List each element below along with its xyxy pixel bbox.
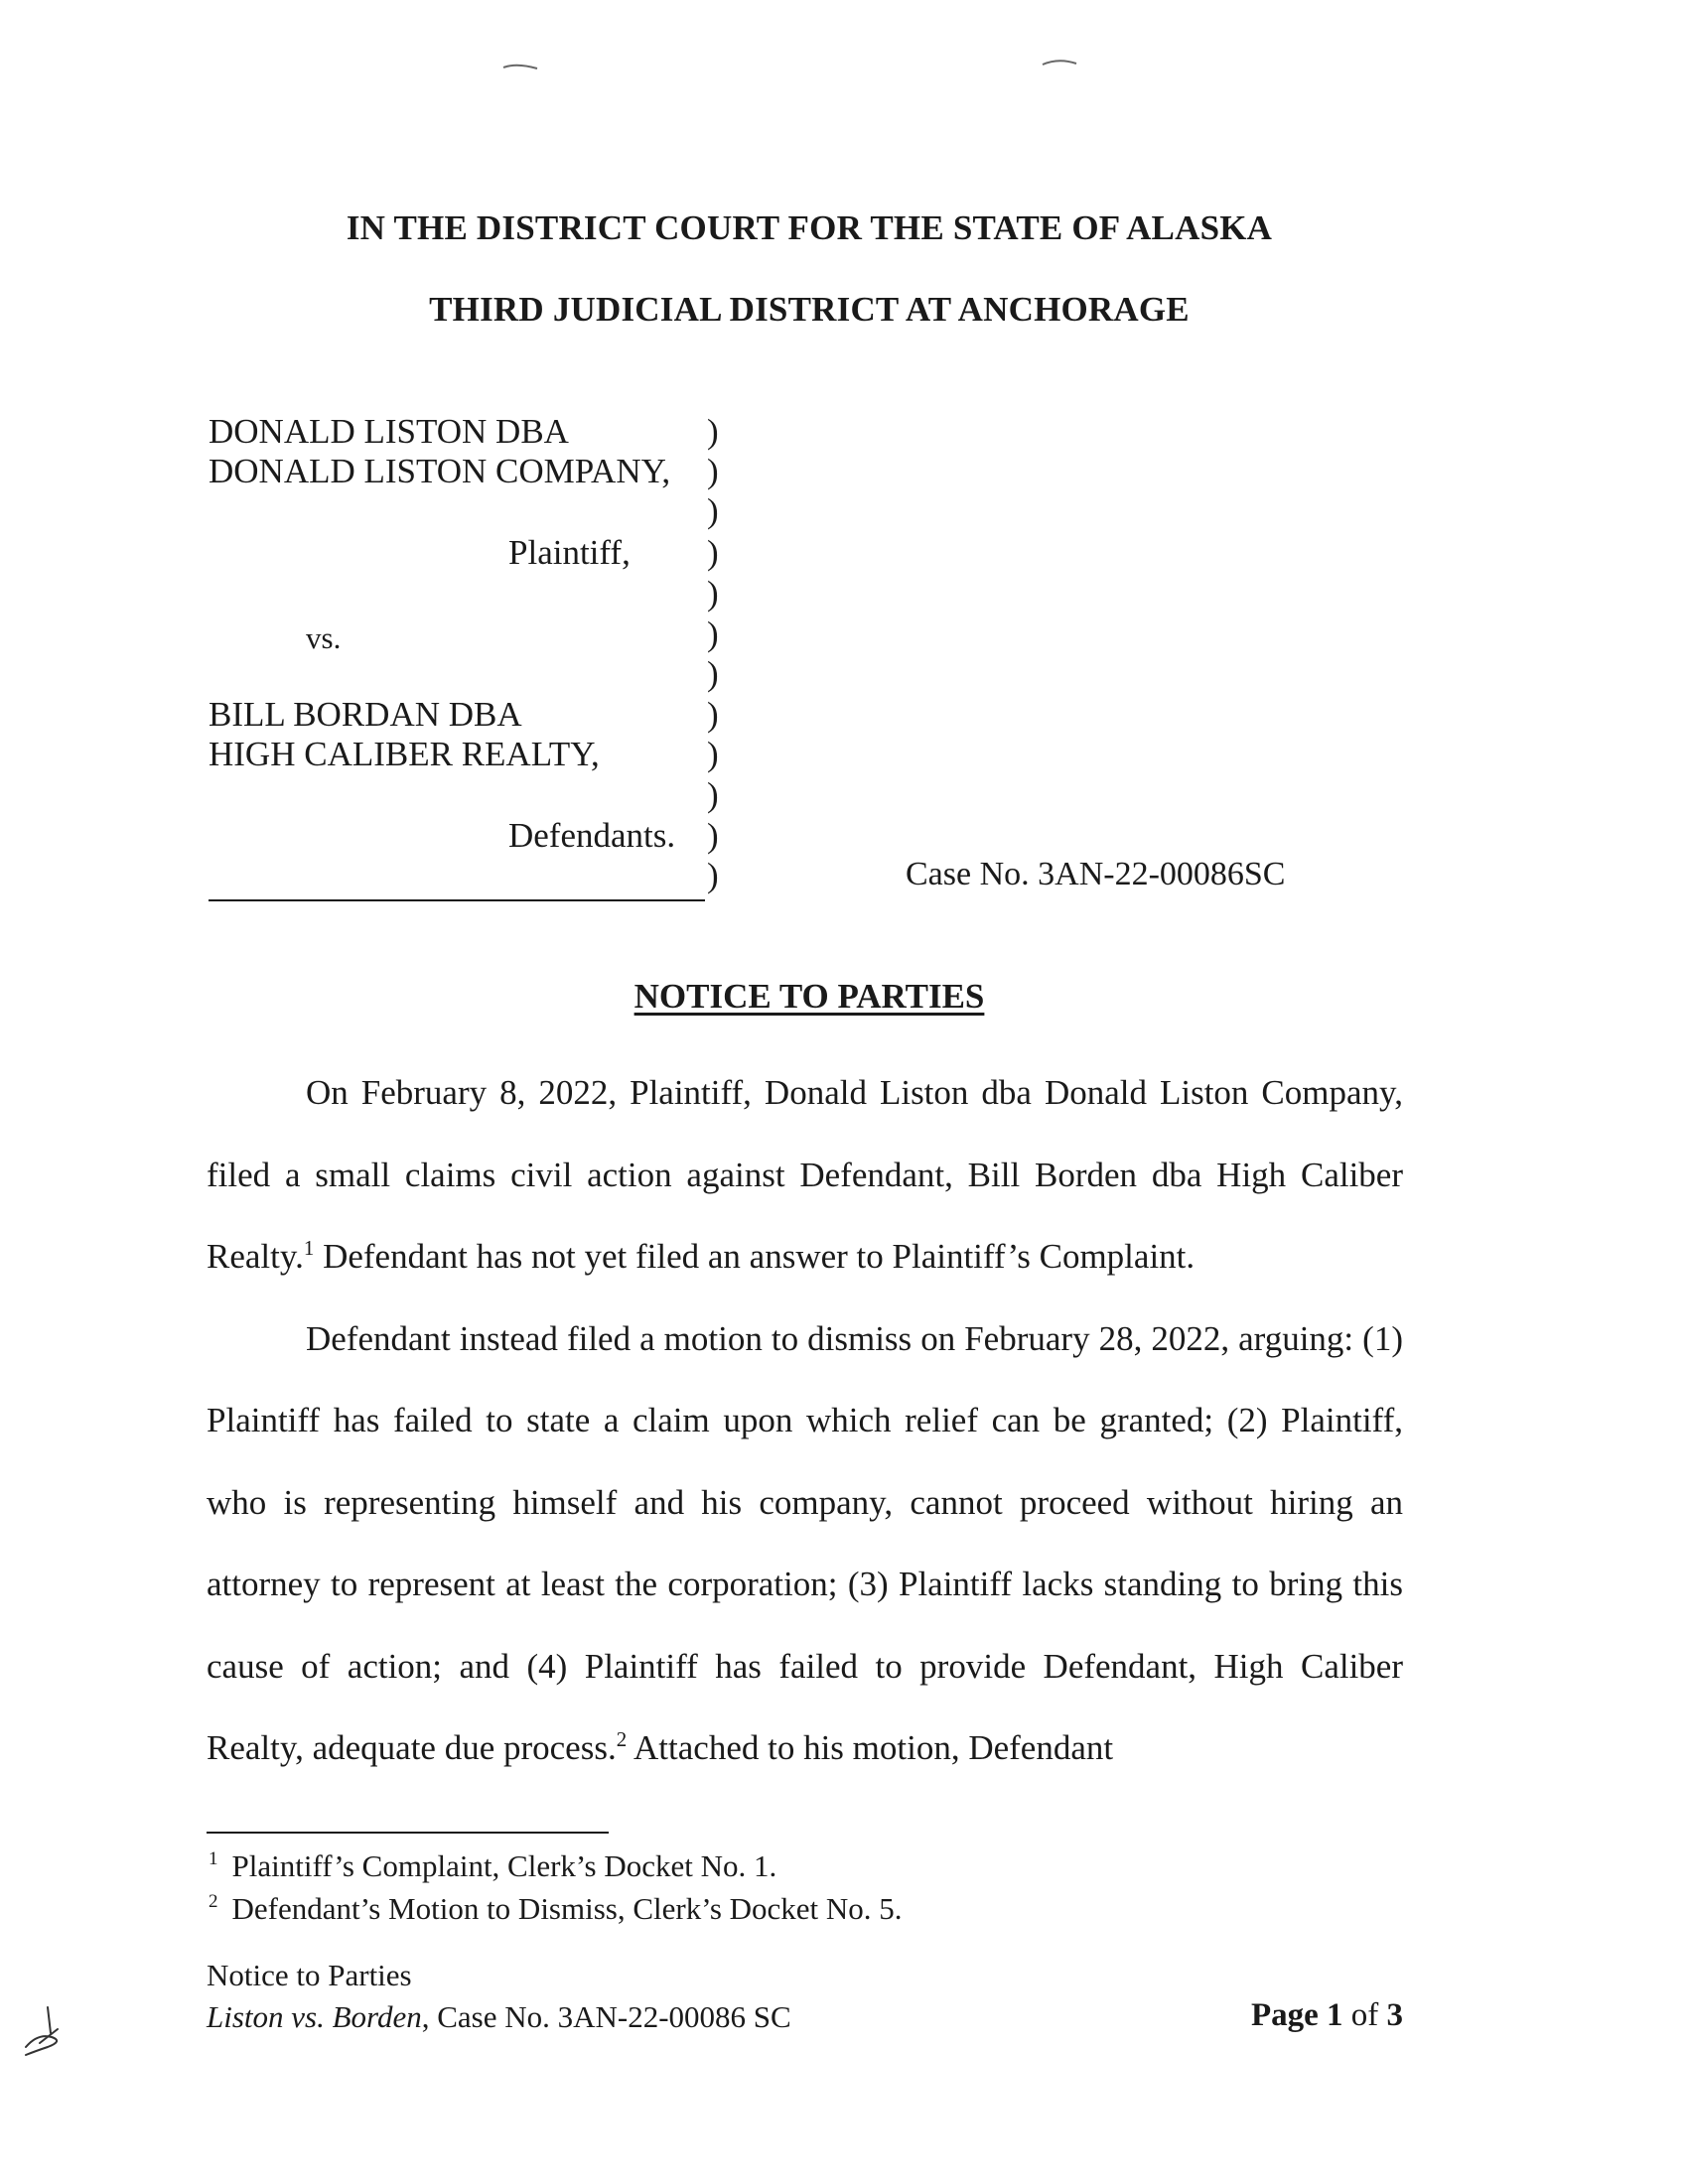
page-of: of xyxy=(1342,1997,1387,2033)
caption-paren: ) xyxy=(707,695,719,734)
case-number: Case No. 3AN-22-00086SC xyxy=(906,856,1286,892)
footer-case-ref: , Case No. 3AN-22-00086 SC xyxy=(421,1999,791,2034)
footer-doc-title: Notice to Parties xyxy=(207,1958,412,1992)
scan-mark-right xyxy=(1041,56,1080,68)
footnote-number: 1 xyxy=(209,1848,218,1869)
scan-mark-left xyxy=(501,60,541,71)
caption-paren: ) xyxy=(707,533,719,572)
defendant-name-line-1: BILL BORDAN DBA xyxy=(209,695,522,734)
paragraph-1 xyxy=(207,1052,1403,1298)
paragraph-2-text-cont: Attached to his motion, Defendant xyxy=(627,1728,1114,1767)
footnote-2 xyxy=(209,1891,903,1927)
court-district: THIRD JUDICIAL DISTRICT AT ANCHORAGE xyxy=(429,290,1190,329)
footnote-ref-2: 2 xyxy=(616,1727,628,1751)
caption-underline xyxy=(209,899,705,901)
versus-label: vs. xyxy=(306,620,342,655)
page-total: 3 xyxy=(1386,1997,1403,2033)
footnote-text: Defendant’s Motion to Dismiss, Clerk’s Docket No. 5. xyxy=(231,1891,903,1926)
body-text xyxy=(207,1052,1403,1790)
caption-paren: ) xyxy=(707,614,719,653)
caption-paren: ) xyxy=(707,412,719,451)
footnote-separator xyxy=(207,1832,609,1834)
caption-paren: ) xyxy=(707,856,719,894)
paragraph-1-text: On February 8, 2022, Plaintiff, Donald Liston dba Donald Liston Company, filed a small claims civil action against Defendant, Bill Borden dba High Caliber Realty. xyxy=(207,1073,1403,1276)
footnote-1 xyxy=(209,1848,776,1884)
page-prefix: Page xyxy=(1250,1997,1327,2033)
plaintiff-name-line-2: DONALD LISTON COMPANY, xyxy=(209,452,671,490)
caption-paren: ) xyxy=(707,491,719,530)
paragraph-1-text-cont: Defendant has not yet filed an answer to Plaintiff’s Complaint. xyxy=(314,1237,1196,1276)
plaintiff-name-line-1: DONALD LISTON DBA xyxy=(209,412,569,451)
page-current: 1 xyxy=(1327,1997,1343,2033)
defendant-role: Defendants. xyxy=(508,816,676,855)
caption-paren: ) xyxy=(707,452,719,490)
court-name: IN THE DISTRICT COURT FOR THE STATE OF ALASKA xyxy=(346,208,1273,247)
footnote-text: Plaintiff’s Complaint, Clerk’s Docket No. 1. xyxy=(231,1848,777,1883)
paragraph-2 xyxy=(207,1298,1403,1790)
defendant-name-line-2: HIGH CALIBER REALTY, xyxy=(209,735,600,773)
caption-paren: ) xyxy=(707,654,719,693)
caption-paren: ) xyxy=(707,574,719,613)
document-title: NOTICE TO PARTIES xyxy=(633,977,985,1016)
footnote-ref-1: 1 xyxy=(303,1236,315,1260)
footnote-number: 2 xyxy=(209,1891,218,1912)
caption-paren: ) xyxy=(707,816,719,855)
caption-paren: ) xyxy=(707,735,719,773)
footer-case-line xyxy=(207,1999,791,2035)
handwritten-initials-mark xyxy=(18,2003,68,2061)
footer-case-name: Liston vs. Borden xyxy=(207,1999,422,2034)
paragraph-2-text: Defendant instead filed a motion to dismiss on February 28, 2022, arguing: (1) Plaintiff has failed to state a claim upon which relief can be granted; (2) Plaintiff, who is representing himself and his company, cannot proceed without hiring an attorney to represent at least the corporation; (3) Plaintiff lacks standing to bring this cause of action; and (4) Plaintiff has failed to provide Defendant, High Caliber Realty, adequate due process. xyxy=(207,1318,1403,1767)
caption-paren: ) xyxy=(707,775,719,814)
page-number xyxy=(1251,1997,1403,2034)
plaintiff-role: Plaintiff, xyxy=(508,533,631,572)
